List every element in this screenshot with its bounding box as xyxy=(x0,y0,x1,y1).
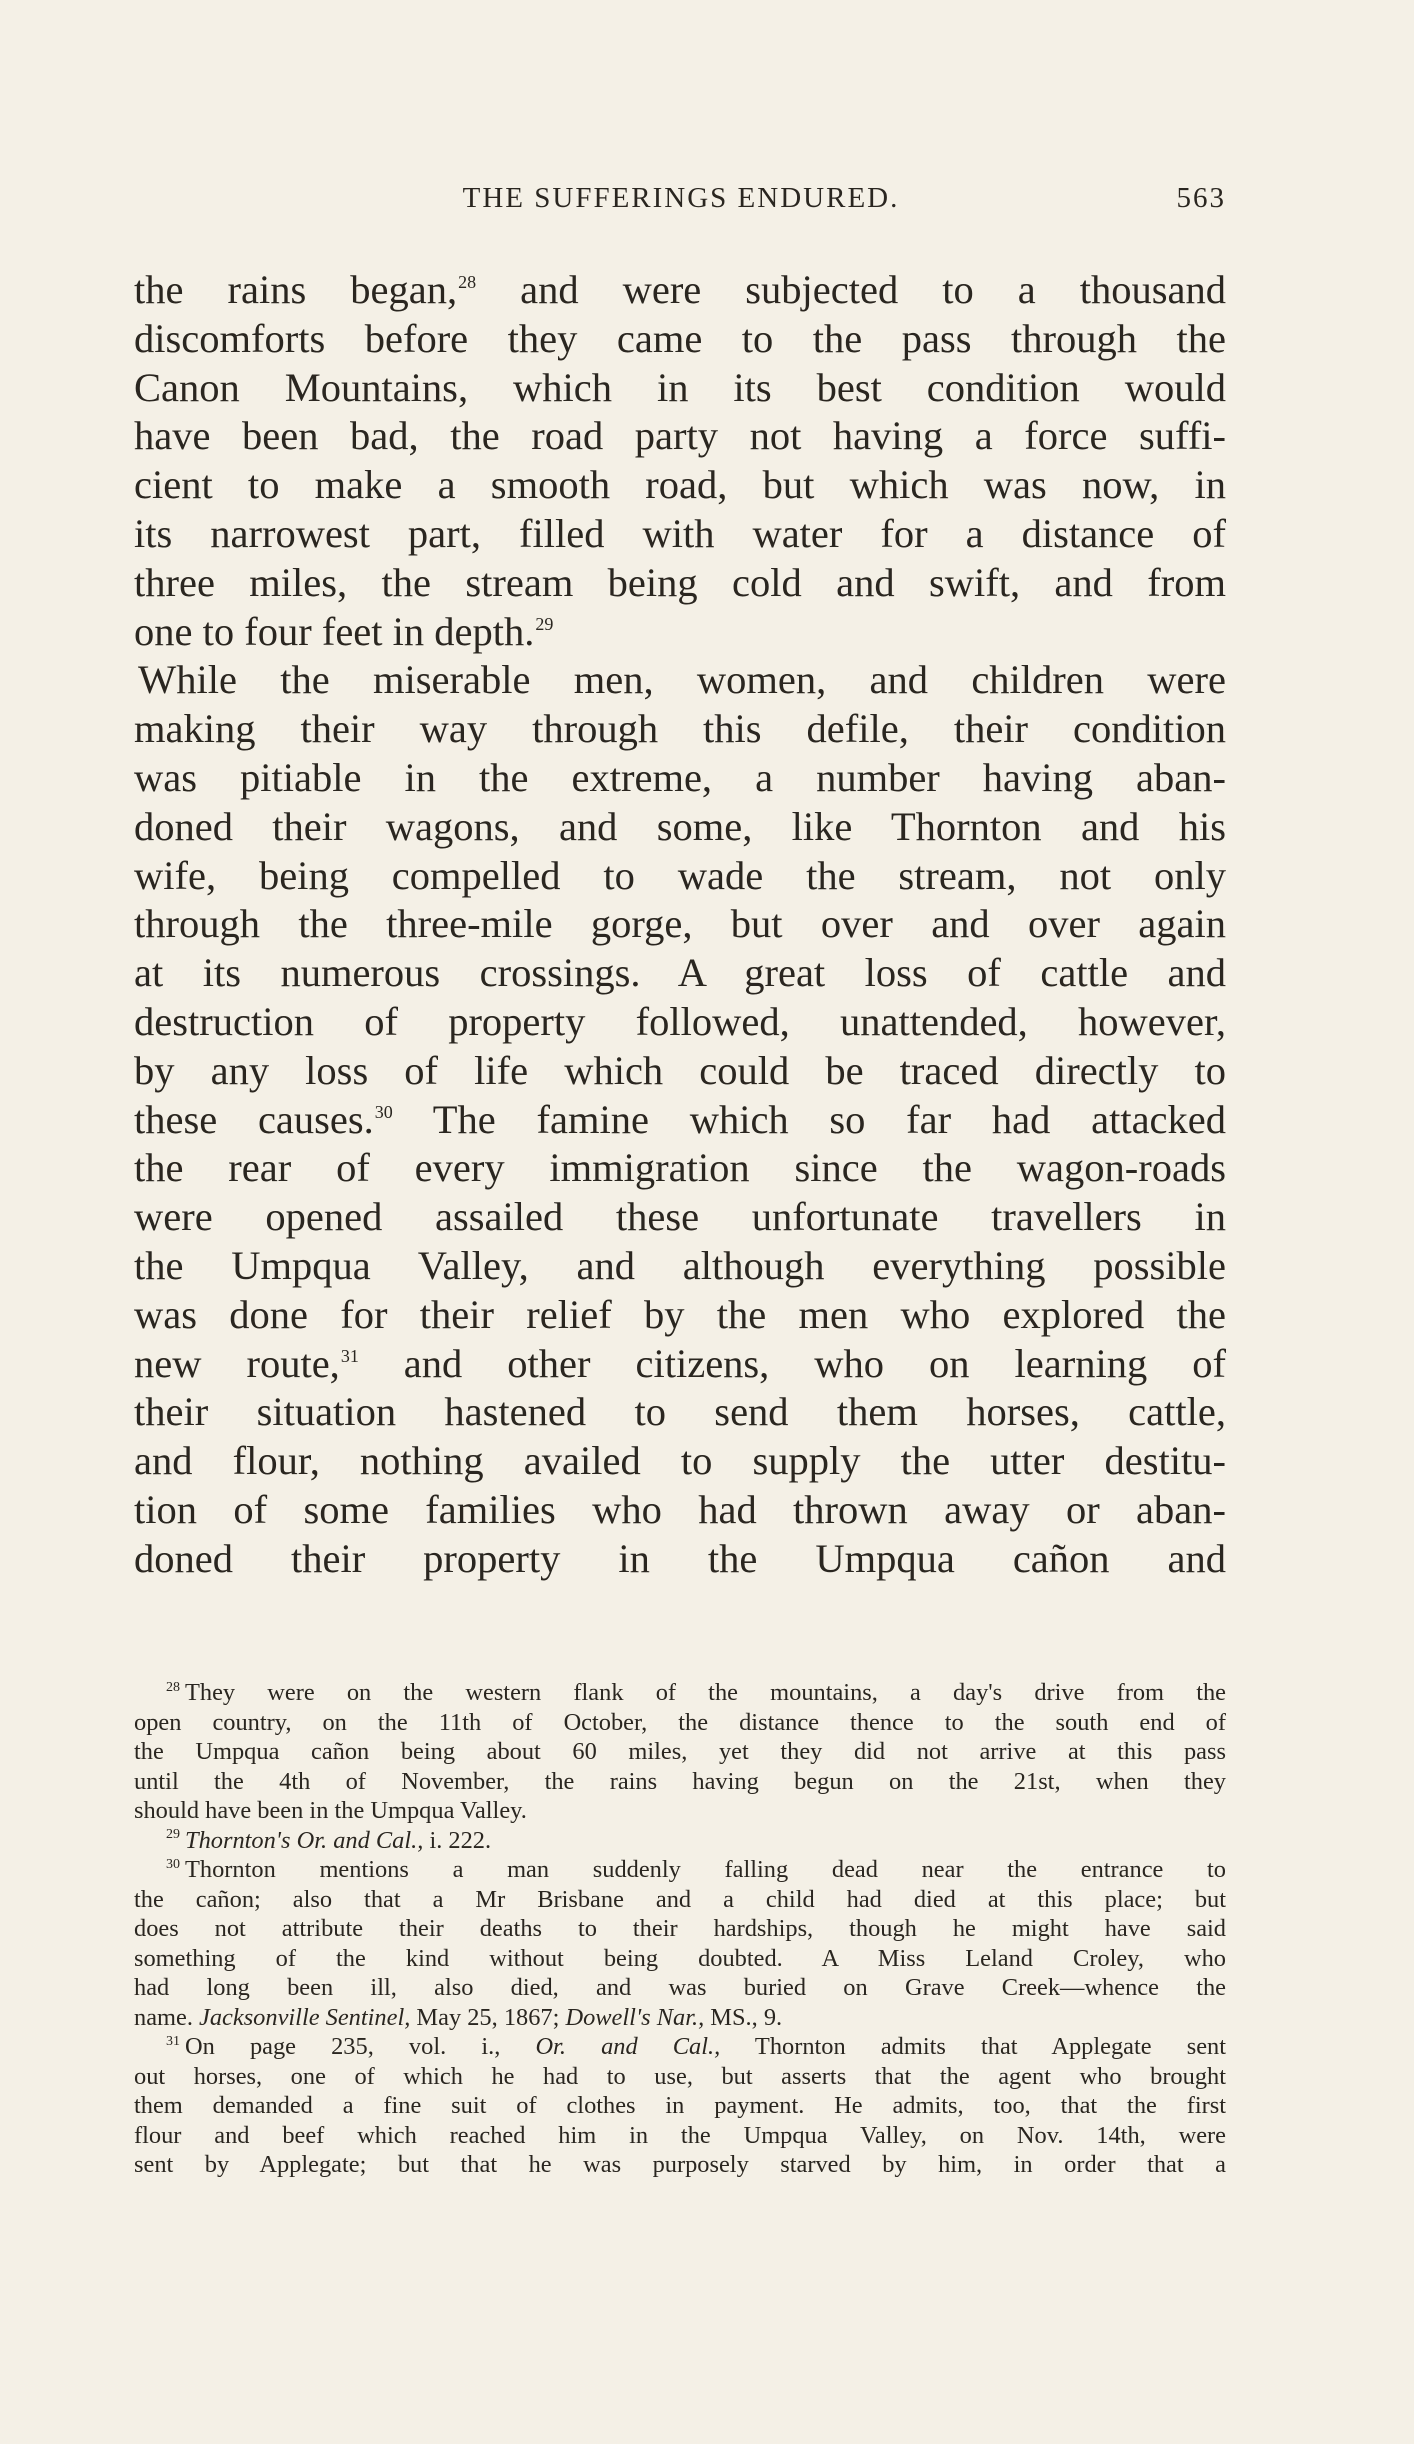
source-title: Dowell's Nar., xyxy=(565,2003,705,2031)
running-title: THE SUFFERINGS ENDURED. xyxy=(462,182,900,214)
footnote-30 xyxy=(134,1855,1226,1885)
text-run: one to four feet in depth. xyxy=(134,608,535,654)
text-line: their situation hastened to send them horses, cattle, xyxy=(134,1389,1226,1435)
footnote-line: until the 4th of November, the rains having begun on the 21st, when they xyxy=(134,1767,1226,1795)
source-title: Jacksonville Sentinel, xyxy=(199,2003,411,2031)
footnote-text: Thornton mentions a man suddenly falling dead near the entrance to xyxy=(185,1856,1226,1883)
text-run: new route, xyxy=(134,1340,340,1386)
text-line: doned their property in the Umpqua cañon and xyxy=(134,1535,1226,1581)
footnote-line: something of the kind without being doubted. A Miss Leland Croley, who xyxy=(134,1944,1226,1972)
footnote-line: open country, on the 11th of October, the distance thence to the south end of xyxy=(134,1708,1226,1736)
text-run: these causes. xyxy=(134,1096,374,1142)
footnote-text: name. xyxy=(134,2003,200,2031)
footnote-31 xyxy=(134,2032,1226,2062)
text-run: The famine which so far had attacked xyxy=(392,1096,1227,1142)
text-run: and were subjected to a thousand xyxy=(476,267,1227,312)
source-title: Or. and Cal., xyxy=(535,2033,721,2060)
footnote-text: i. 222. xyxy=(423,1826,492,1854)
text-line xyxy=(134,1096,1226,1145)
footnote-ref-29: 29 xyxy=(535,613,554,634)
text-line xyxy=(134,608,1226,657)
footnote-number: 29 xyxy=(166,1827,180,1843)
text-line: was done for their relief by the men who explored the xyxy=(134,1291,1226,1337)
footnotes xyxy=(134,1678,1226,2180)
text-line: three miles, the stream being cold and swift, and from xyxy=(134,559,1226,605)
text-line: making their way through this defile, their condition xyxy=(134,706,1226,752)
footnote-line: flour and beef which reached him in the Umpqua Valley, on Nov. 14th, were xyxy=(134,2121,1226,2149)
footnote-line: sent by Applegate; but that he was purposely starved by him, in order that a xyxy=(134,2151,1226,2178)
text-line: wife, being compelled to wade the stream, not only xyxy=(134,852,1226,898)
footnote-line: out horses, one of which he had to use, but asserts that the agent who brought xyxy=(134,2062,1226,2090)
source-title: Thornton's Or. and Cal., xyxy=(185,1826,424,1854)
footnote-number: 28 xyxy=(166,1679,180,1695)
footnote-line: should have been in the Umpqua Valley. xyxy=(134,1797,527,1824)
text-line: doned their wagons, and some, like Thornton and his xyxy=(134,803,1226,849)
text-line: have been bad, the road party not having a force suffi- xyxy=(134,413,1226,459)
text-line: cient to make a smooth road, but which was now, in xyxy=(134,462,1226,508)
footnote-number: 31 xyxy=(166,2033,180,2049)
footnote-text: MS., 9. xyxy=(704,2003,783,2031)
text-line: through the three-mile gorge, but over and over again xyxy=(134,901,1226,947)
text-run: the rains began, xyxy=(134,267,458,312)
text-line: destruction of property followed, unattended, however, xyxy=(134,998,1226,1044)
text-line xyxy=(134,1340,1226,1389)
text-line: the Umpqua Valley, and although everything possible xyxy=(134,1242,1226,1288)
text-line: its narrowest part, filled with water for a distance of xyxy=(134,510,1226,556)
text-line: and flour, nothing availed to supply the utter destitu- xyxy=(134,1438,1226,1484)
text-line: discomforts before they came to the pass through the xyxy=(134,315,1226,361)
footnote-line: the cañon; also that a Mr Brisbane and a child had died at this place; but xyxy=(134,1885,1226,1913)
running-head xyxy=(136,182,1226,224)
text-line: the rear of every immigration since the wagon-roads xyxy=(134,1145,1226,1191)
text-line: tion of some families who had thrown away or aban- xyxy=(134,1486,1226,1532)
footnote-line: had long been ill, also died, and was buried on Grave Creek—whence the xyxy=(134,1974,1226,2001)
text-line: Canon Mountains, which in its best condition would xyxy=(134,364,1226,410)
text-line: at its numerous crossings. A great loss of cattle and xyxy=(134,950,1226,996)
footnote-text: They were on the western flank of the mountains, a day's drive from the xyxy=(185,1679,1226,1706)
footnote-ref-31: 31 xyxy=(340,1345,359,1366)
text-line xyxy=(134,266,1226,315)
page-number: 563 xyxy=(1176,182,1226,214)
footnote-line: the Umpqua cañon being about 60 miles, yet they did not arrive at this pass xyxy=(134,1738,1226,1765)
footnote-line: them demanded a fine suit of clothes in payment. He admits, too, that the first xyxy=(134,2092,1226,2119)
main-text xyxy=(134,266,1226,1584)
text-line: were opened assailed these unfortunate travellers in xyxy=(134,1194,1226,1240)
footnote-ref-28: 28 xyxy=(458,272,477,292)
text-line: was pitiable in the extreme, a number having aban- xyxy=(134,754,1226,800)
footnote-text: Thornton admits that Applegate sent xyxy=(720,2033,1227,2060)
footnote-text: May 25, 1867; xyxy=(410,2003,566,2031)
footnote-ref-30: 30 xyxy=(374,1101,393,1122)
footnote-29 xyxy=(134,1826,1226,1856)
text-line: While the miserable men, women, and children were xyxy=(138,657,1226,703)
text-line: by any loss of life which could be traced directly to xyxy=(134,1047,1226,1093)
footnote-number: 30 xyxy=(166,1856,180,1872)
footnote-text: On page 235, vol. i., xyxy=(185,2033,536,2060)
footnote-line: does not attribute their deaths to their hardships, though he might have said xyxy=(134,1915,1226,1942)
text-run: and other citizens, who on learning of xyxy=(358,1340,1226,1386)
footnote-28 xyxy=(134,1678,1226,1708)
footnote-line xyxy=(134,2003,1226,2033)
